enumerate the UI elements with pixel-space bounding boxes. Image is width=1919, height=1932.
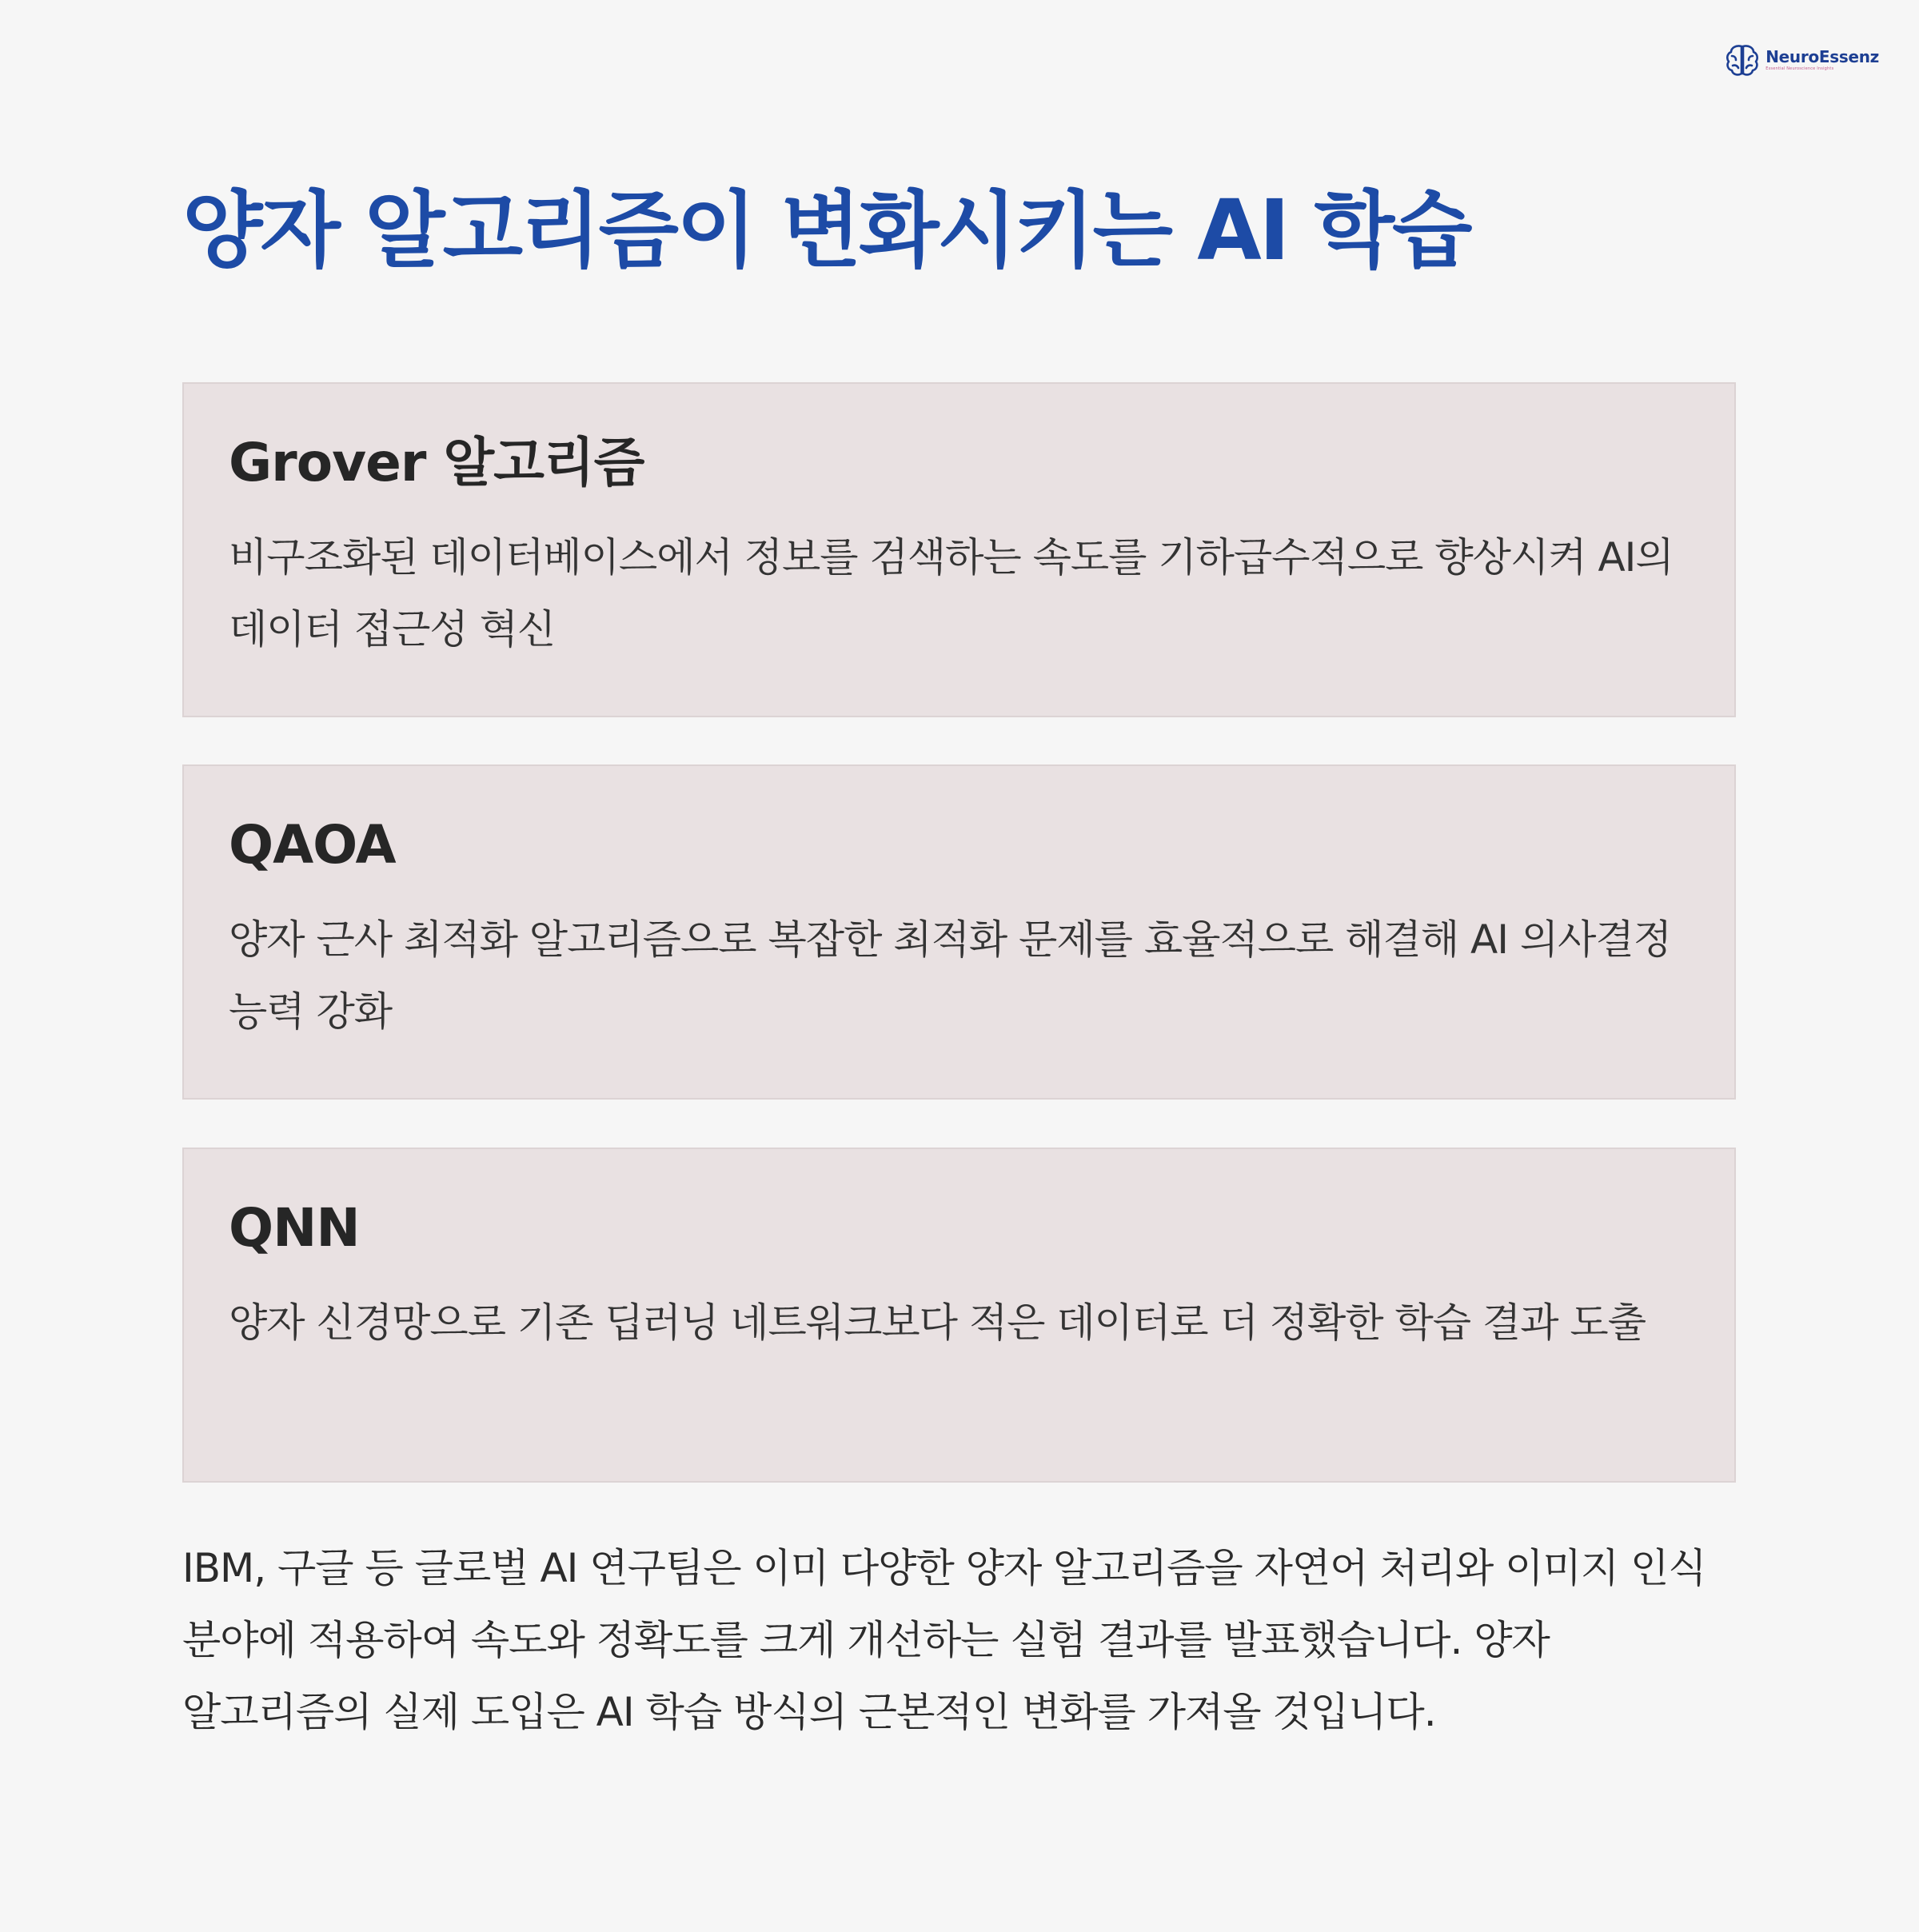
card-grover [182,382,1736,717]
brain-icon [1724,42,1761,78]
card-title: QNN [229,1197,360,1259]
page-title: 양자 알고리즘이 변화시키는 AI 학습 [182,182,1470,279]
logo-name: NeuroEssenz [1765,47,1879,66]
summary-paragraph: IBM, 구글 등 글로벌 AI 연구팀은 이미 다양한 양자 알고리즘을 자연어 처리와 이미지 인식 분야에 적용하여 속도와 정확도를 크게 개선하는 실험 결과를 발표했습니다. 양자 알고리즘의 실제 도입은 AI 학습 방식의 근본적인 변화를 가져올 것입니다. [182,1545,1706,1735]
card-description: 양자 신경망으로 기존 딥러닝 네트워크보다 적은 데이터로 더 정확한 학습 결과 도출 [229,1299,1646,1346]
brand-logo [1724,42,1879,78]
logo-text [1765,49,1879,71]
card-title: Grover 알고리즘 [229,432,644,493]
logo-tagline: Essential Neuroscience Insights [1765,66,1834,71]
card-description: 양자 근사 최적화 알고리즘으로 복잡한 최적화 문제를 효율적으로 해결해 AI 의사결정 능력 강화 [229,916,1672,1035]
card-description: 비구조화된 데이터베이스에서 정보를 검색하는 속도를 기하급수적으로 향상시켜 AI의 데이터 접근성 혁신 [229,534,1674,653]
card-qnn [182,1148,1736,1483]
card-title: QAOA [229,814,396,876]
card-qaoa [182,764,1736,1100]
